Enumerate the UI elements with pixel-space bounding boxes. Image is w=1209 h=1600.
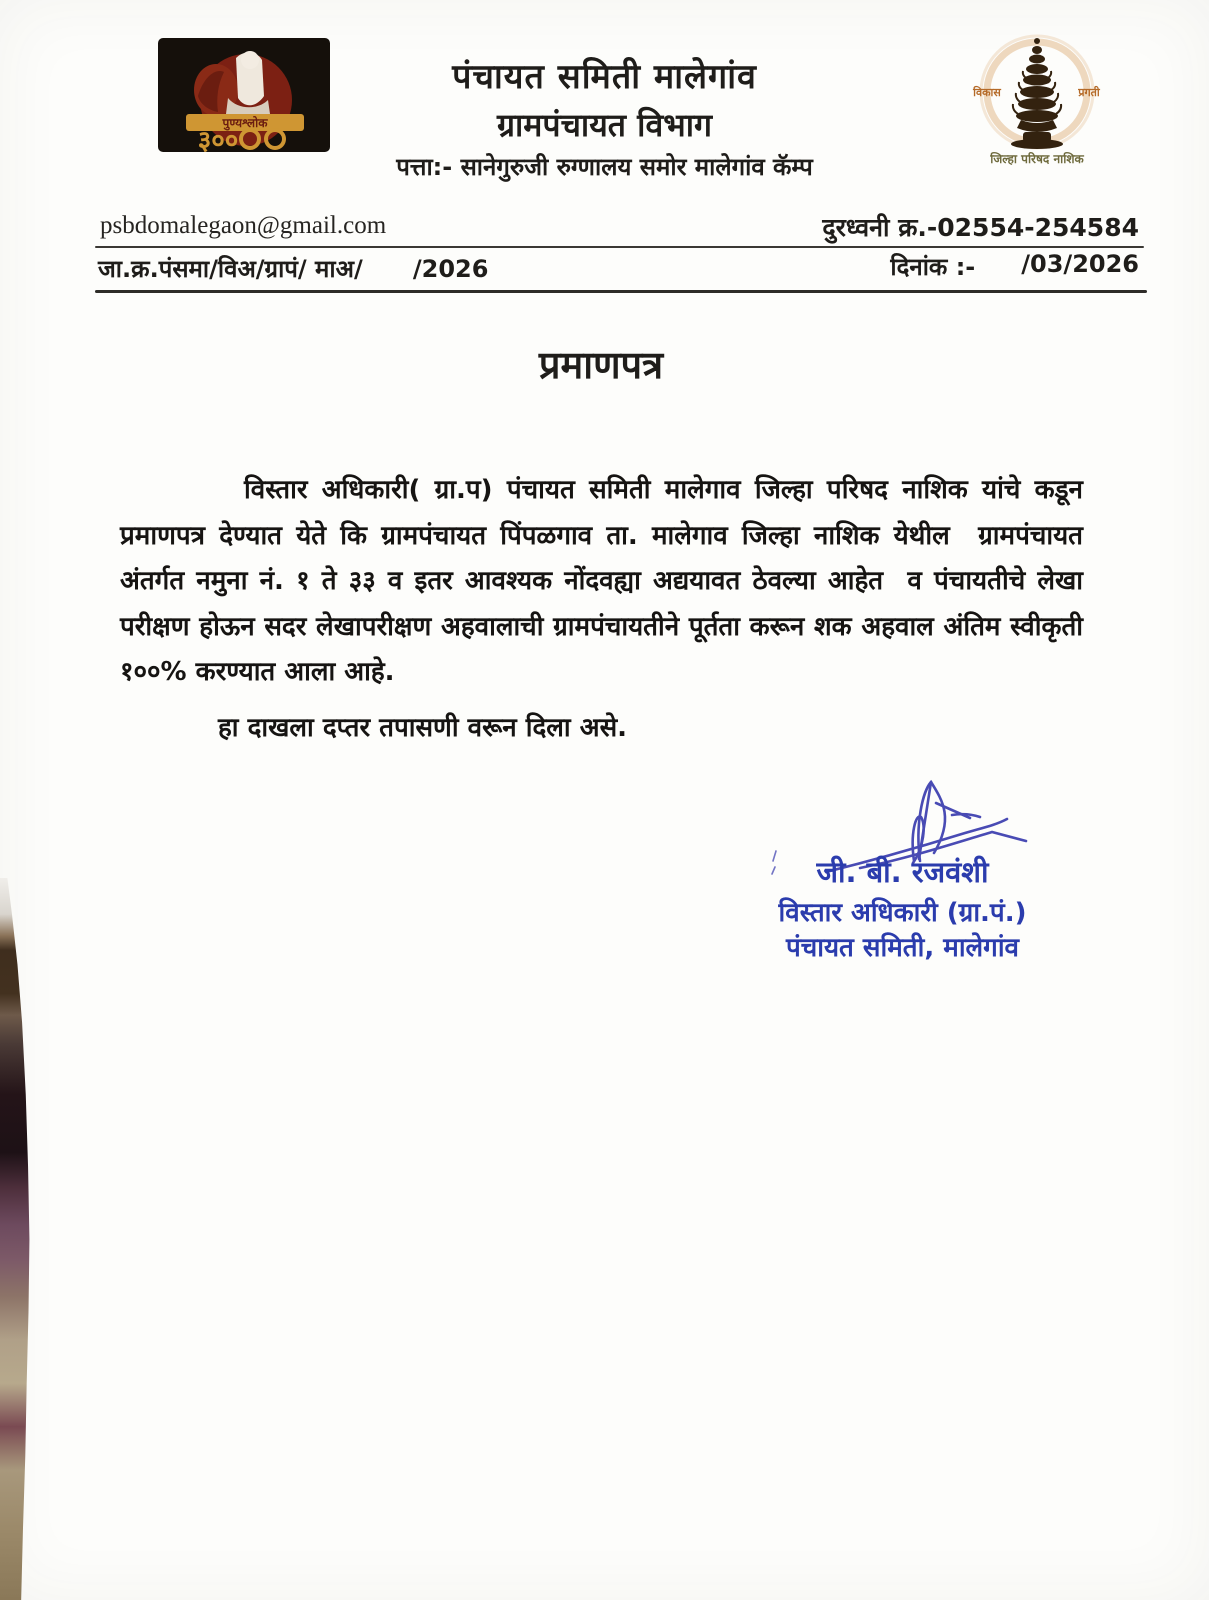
signatory-office: पंचायत समिती, मालेगांव — [785, 933, 1020, 963]
horizontal-rule-top — [95, 246, 1144, 248]
office-phone: दुरध्वनी क्र.-02554-254584 — [822, 213, 1139, 242]
document-title: प्रमाणपत्र — [538, 343, 664, 387]
department-name: ग्रामपंचायत विभाग — [496, 106, 713, 144]
logo-banner-text: पुण्यश्लोक — [222, 116, 268, 130]
office-address: पत्ता:- सानेगुरुजी रुग्णालय समोर मालेगांव कॅम्प — [396, 153, 813, 181]
date-label: दिनांक :- — [890, 253, 976, 281]
signatory-designation: विस्तार अधिकारी (ग्रा.पं.) — [778, 898, 1027, 928]
signatory-name: जी. बी. रजवंशी — [816, 855, 989, 889]
certificate-body — [120, 468, 1083, 751]
certificate-paragraph-main: विस्तार अधिकारी( ग्रा.प) पंचायत समिती मालेगाव जिल्हा परिषद नाशिक यांचे कडून प्रमाणपत्र देण्यात येते कि ग्रामपंचायत पिंपळगाव ता. मालेगाव जिल्हा नाशिक येथील ग्रामपंचायत अंतर्गत नमुना नं. १ ते ३३ व इतर आवश्यक नोंदवह्या अद्ययावत ठेवल्या आहेत व पंचायतीचे लेखा परीक्षण होऊन सदर लेखापरीक्षण अहवालाची ग्रामपंचायतीने पूर्तता करून शक अहवाल अंतिम स्वीकृती १००% करण्यात आला आहे. — [120, 475, 1083, 687]
office-email: psbdomalegaon@gmail.com — [100, 212, 387, 239]
date-value: /03/2026 — [1021, 250, 1139, 278]
org-name: पंचायत समिती मालेगांव — [452, 57, 757, 97]
emblem-left-text: विकास — [973, 86, 1001, 99]
date-line — [890, 250, 1139, 283]
emblem-bottom-text: जिल्हा परिषद नाशिक — [990, 152, 1084, 166]
photo-background-edge — [0, 878, 46, 1600]
horizontal-rule-bottom — [95, 290, 1147, 293]
certificate-paragraph-closing: हा दाखला दप्तर तपासणी वरून दिला असे. — [218, 712, 628, 743]
logo-number-text: ३०० — [197, 126, 239, 152]
zilla-parishad-nashik-emblem — [965, 32, 1110, 171]
outward-reference-number: जा.क्र.पंसमा/विअ/ग्रापं/ माअ/ /2026 — [98, 255, 489, 283]
emblem-right-text: प्रगती — [1078, 86, 1100, 99]
zilla-parishad-emblem-image — [965, 32, 1110, 167]
